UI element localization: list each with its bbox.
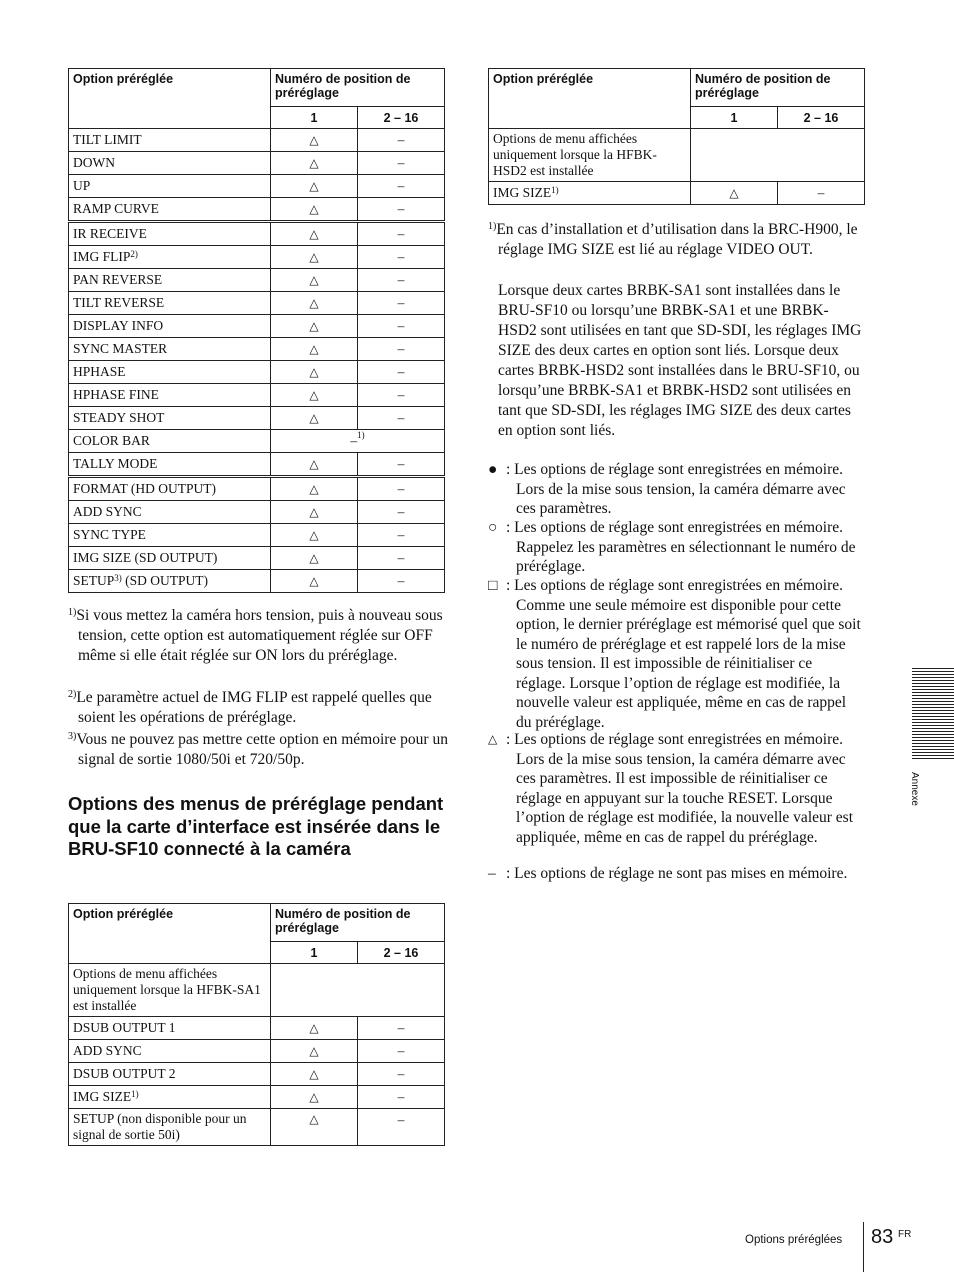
footnote-text-2: Lorsque deux cartes BRBK-SA1 sont installées dans le BRU-SF10 ou lorsqu’une BRBK-SA1 et une BRBK-HSD2 sont utilisées en tant que SD-SDI, les réglages IMG SIZE des deux cartes en option sont liés. Lorsque deux cartes BRBK-HSD2 sont installées dans le BRU-SF10, ou lorsqu’une BRBK-SA1 et BRBK-HSD2 sont utilisées en tant que SD-SDI, les réglages IMG SIZE des deux cartes en option sont liés. (498, 282, 862, 439)
group-blank-cell (691, 129, 865, 182)
option-label (69, 1017, 271, 1040)
option-text: ADD SYNC (73, 1043, 142, 1058)
header-col-1: 1 (691, 107, 778, 129)
circle-icon: ○ (488, 519, 498, 536)
table-body (69, 1017, 445, 1146)
footnote-ref: 1) (357, 430, 365, 440)
footer-section-name: Options préréglées (745, 1234, 843, 1246)
value-preset-1: △ (271, 1063, 358, 1086)
triangle-icon: △ (488, 732, 498, 746)
footnote-img-size-cont (498, 281, 866, 441)
footnote-text: Si vous mettez la caméra hors tension, puis à nouveau sous tension, cette option est automatiquement réglée sur OFF même si elle était réglée sur ON lors du préréglage. (76, 607, 443, 664)
legend-text: : Les options de réglage sont enregistrées en mémoire. Comme une seule mémoire est disponible pour cette option, le dernier préréglage est mémorisé quel que soit le numéro de préréglage et est rappelé lors de la mise sous tension. Il est impossible de réinitialiser ce réglage. Lorsque l’option de réglage est modifiée, la nouvelle valeur est appliquée, même en cas de rappel du préréglage. (506, 577, 861, 731)
value-preset-1: △ (271, 384, 358, 407)
value-preset-2-16: – (358, 198, 445, 222)
option-label (69, 315, 271, 338)
option-label (69, 175, 271, 198)
language-code: FR (898, 1229, 912, 1240)
value-preset-2-16: – (358, 338, 445, 361)
table-row (69, 1017, 445, 1040)
value-preset-1: △ (271, 198, 358, 222)
group-label: Options de menu affichées uniquement lorsque la HFBK-HSD2 est installée (489, 129, 691, 182)
table-row (489, 182, 865, 205)
value-preset-1: △ (271, 361, 358, 384)
legend-text: : Les options de réglage ne sont pas mises en mémoire. (506, 865, 848, 882)
option-label (69, 1040, 271, 1063)
value-preset-1: △ (271, 407, 358, 430)
option-label (69, 453, 271, 477)
group-blank-cell (271, 964, 445, 1017)
option-label (69, 222, 271, 246)
table-row (69, 524, 445, 547)
value-preset-1: △ (271, 1017, 358, 1040)
footnote-mark: 3) (68, 731, 77, 742)
option-label (69, 1086, 271, 1109)
table-row (69, 1040, 445, 1063)
value-preset-2-16: – (358, 1086, 445, 1109)
value-preset-2-16: – (778, 182, 865, 205)
option-label (69, 430, 271, 453)
value-preset-1: △ (271, 152, 358, 175)
value-preset-2-16: – (358, 222, 445, 246)
merged-value: – (350, 433, 358, 448)
option-label (69, 246, 271, 269)
footnote-img-size (488, 220, 876, 260)
table-row (69, 315, 445, 338)
table-row (69, 175, 445, 198)
option-label (69, 524, 271, 547)
option-text: SYNC TYPE (73, 527, 146, 542)
value-preset-1: △ (271, 1109, 358, 1146)
footer-divider (863, 1222, 864, 1272)
option-text: UP (73, 178, 91, 193)
value-preset-2-16: – (358, 129, 445, 152)
option-label (69, 292, 271, 315)
option-label (69, 129, 271, 152)
value-preset-1: △ (271, 501, 358, 524)
value-preset-1: △ (271, 1086, 358, 1109)
option-suffix: (SD OUTPUT) (121, 573, 209, 588)
option-text: RAMP CURVE (73, 201, 159, 216)
table-body (69, 129, 445, 593)
group-label: Options de menu affichées uniquement lorsque la HFBK-SA1 est installée (69, 964, 271, 1017)
footnote-ref: 3) (114, 573, 122, 583)
value-preset-1: △ (271, 269, 358, 292)
header-col-2-16: 2 – 16 (358, 942, 445, 964)
option-label (69, 152, 271, 175)
footnote-text: Le paramètre actuel de IMG FLIP est rappelé quelles que soient les opérations de préréglage. (76, 689, 432, 726)
footnote-ref: 1) (551, 185, 559, 195)
table-row (69, 1063, 445, 1086)
value-preset-2-16: – (358, 453, 445, 477)
value-preset-2-16: – (358, 269, 445, 292)
table-row (69, 547, 445, 570)
value-preset-2-16: – (358, 524, 445, 547)
section-tab-marker (912, 668, 954, 760)
option-label (69, 361, 271, 384)
value-preset-2-16: – (358, 175, 445, 198)
footnote-text: En cas d’installation et d’utilisation dans la BRC-H900, le réglage IMG SIZE est lié au réglage VIDEO OUT. (496, 221, 858, 258)
value-preset-1: △ (271, 570, 358, 593)
footnote-ref: 2) (130, 249, 138, 259)
legend-text: : Les options de réglage sont enregistrées en mémoire. Lors de la mise sous tension, la caméra démarre avec ces paramètres. (506, 461, 846, 517)
option-text: STEADY SHOT (73, 410, 165, 425)
table-row (69, 246, 445, 269)
value-preset-1: △ (271, 222, 358, 246)
value-preset-1: △ (271, 1040, 358, 1063)
option-label (69, 198, 271, 222)
header-col-1: 1 (271, 107, 358, 129)
footnote (68, 606, 456, 666)
option-text: IMG FLIP (73, 249, 131, 264)
option-label (69, 477, 271, 501)
value-preset-1: △ (271, 246, 358, 269)
option-text: DSUB OUTPUT 1 (73, 1020, 176, 1035)
value-preset-1: △ (271, 175, 358, 198)
option-text: PAN REVERSE (73, 272, 163, 287)
option-label (69, 407, 271, 430)
value-preset-1: △ (271, 315, 358, 338)
value-preset-1: △ (271, 477, 358, 501)
value-preset-2-16: – (358, 501, 445, 524)
table-row (69, 453, 445, 477)
option-label (69, 501, 271, 524)
value-preset-1: △ (691, 182, 778, 205)
header-col-2-16: 2 – 16 (358, 107, 445, 129)
option-text: IMG SIZE (493, 185, 552, 200)
table-row (69, 430, 445, 453)
option-text: ADD SYNC (73, 504, 142, 519)
option-label (69, 1063, 271, 1086)
option-label (69, 269, 271, 292)
option-label (69, 338, 271, 361)
header-option: Option préréglée (489, 69, 691, 129)
option-text: SETUP (non disponible pour un signal de sortie 50i) (73, 1111, 247, 1142)
value-preset-2-16: – (358, 1063, 445, 1086)
table-row (69, 129, 445, 152)
table-row (69, 269, 445, 292)
option-label (489, 182, 691, 205)
value-preset-1: △ (271, 292, 358, 315)
section-tab-label: Annexe (909, 772, 920, 806)
table-row (69, 222, 445, 246)
value-preset-2-16: – (358, 315, 445, 338)
page-number: 83 (871, 1226, 894, 1248)
value-preset-2-16: – (358, 292, 445, 315)
option-text: IMG SIZE (SD OUTPUT) (73, 550, 218, 565)
option-text: IR RECEIVE (73, 226, 147, 241)
preset-table-hsd2 (488, 68, 865, 205)
preset-table-sa1 (68, 903, 445, 1146)
value-preset-1: △ (271, 129, 358, 152)
option-text: TILT REVERSE (73, 295, 165, 310)
table-row (69, 1086, 445, 1109)
option-text: TALLY MODE (73, 456, 158, 471)
table-row (69, 361, 445, 384)
value-preset-2-16: – (358, 570, 445, 593)
value-preset-2-16: – (358, 547, 445, 570)
header-position: Numéro de position de préréglage (691, 69, 865, 107)
value-preset-2-16: – (358, 477, 445, 501)
option-label (69, 384, 271, 407)
option-text: DOWN (73, 155, 115, 170)
table-row (69, 407, 445, 430)
header-option: Option préréglée (69, 69, 271, 129)
table-row (69, 292, 445, 315)
option-label (69, 570, 271, 593)
value-preset-2-16: – (358, 152, 445, 175)
footnote-mark: 1) (68, 607, 77, 618)
option-text: FORMAT (HD OUTPUT) (73, 481, 217, 496)
option-text: HPHASE FINE (73, 387, 159, 402)
footnote (68, 688, 456, 728)
header-position: Numéro de position de préréglage (271, 904, 445, 942)
footnote-ref: 1) (131, 1089, 139, 1099)
table-row (69, 384, 445, 407)
footnote-text: Vous ne pouvez pas mettre cette option en mémoire pour un signal de sortie 1080/50i et 720/50p. (76, 731, 448, 768)
footnote-mark: 1) (488, 221, 497, 232)
table-row (69, 501, 445, 524)
option-text: DISPLAY INFO (73, 318, 164, 333)
option-text: DSUB OUTPUT 2 (73, 1066, 176, 1081)
value-preset-2-16: – (358, 1017, 445, 1040)
value-preset-2-16: – (358, 246, 445, 269)
table-body (489, 182, 865, 205)
option-text: SYNC MASTER (73, 341, 168, 356)
footnote-mark: 2) (68, 689, 77, 700)
footnote (68, 730, 456, 770)
header-option: Option préréglée (69, 904, 271, 964)
section-heading: Options des menus de préréglage pendant que la carte d’interface est insérée dans le BRU-SF10 connecté à la caméra (68, 793, 444, 859)
header-col-1: 1 (271, 942, 358, 964)
value-preset-1: △ (271, 338, 358, 361)
filled-circle-icon: ● (488, 461, 498, 478)
value-preset-2-16: – (358, 361, 445, 384)
dash-icon: – (488, 865, 496, 882)
option-text: TILT LIMIT (73, 132, 142, 147)
value-preset-2-16: – (358, 384, 445, 407)
table-row (69, 477, 445, 501)
table-row (69, 338, 445, 361)
table-row (69, 198, 445, 222)
table-row (69, 570, 445, 593)
square-icon: □ (488, 577, 498, 594)
merged-value-cell (271, 430, 445, 453)
header-position: Numéro de position de préréglage (271, 69, 445, 107)
option-label (69, 1109, 271, 1146)
option-text: HPHASE (73, 364, 126, 379)
legend-text: : Les options de réglage sont enregistrées en mémoire. Rappelez les paramètres en sélectionnant le numéro de préréglage. (506, 519, 856, 575)
value-preset-2-16: – (358, 1040, 445, 1063)
option-text: COLOR BAR (73, 433, 150, 448)
option-text: SETUP (73, 573, 115, 588)
table-row (69, 152, 445, 175)
value-preset-1: △ (271, 524, 358, 547)
preset-table-main (68, 68, 445, 593)
header-col-2-16: 2 – 16 (778, 107, 865, 129)
table-row (69, 1109, 445, 1146)
legend-text: : Les options de réglage sont enregistrées en mémoire. Lors de la mise sous tension, la caméra démarre avec ces paramètres. Il est impossible de réinitialiser ce réglage en appuyant sur la touche RESET. Lorsque l’option de réglage est modifiée, la nouvelle valeur est appliquée, même en cas de rappel du préréglage. (506, 731, 854, 846)
option-text: IMG SIZE (73, 1089, 132, 1104)
value-preset-2-16: – (358, 407, 445, 430)
value-preset-2-16: – (358, 1109, 445, 1146)
value-preset-1: △ (271, 453, 358, 477)
value-preset-1: △ (271, 547, 358, 570)
option-label (69, 547, 271, 570)
